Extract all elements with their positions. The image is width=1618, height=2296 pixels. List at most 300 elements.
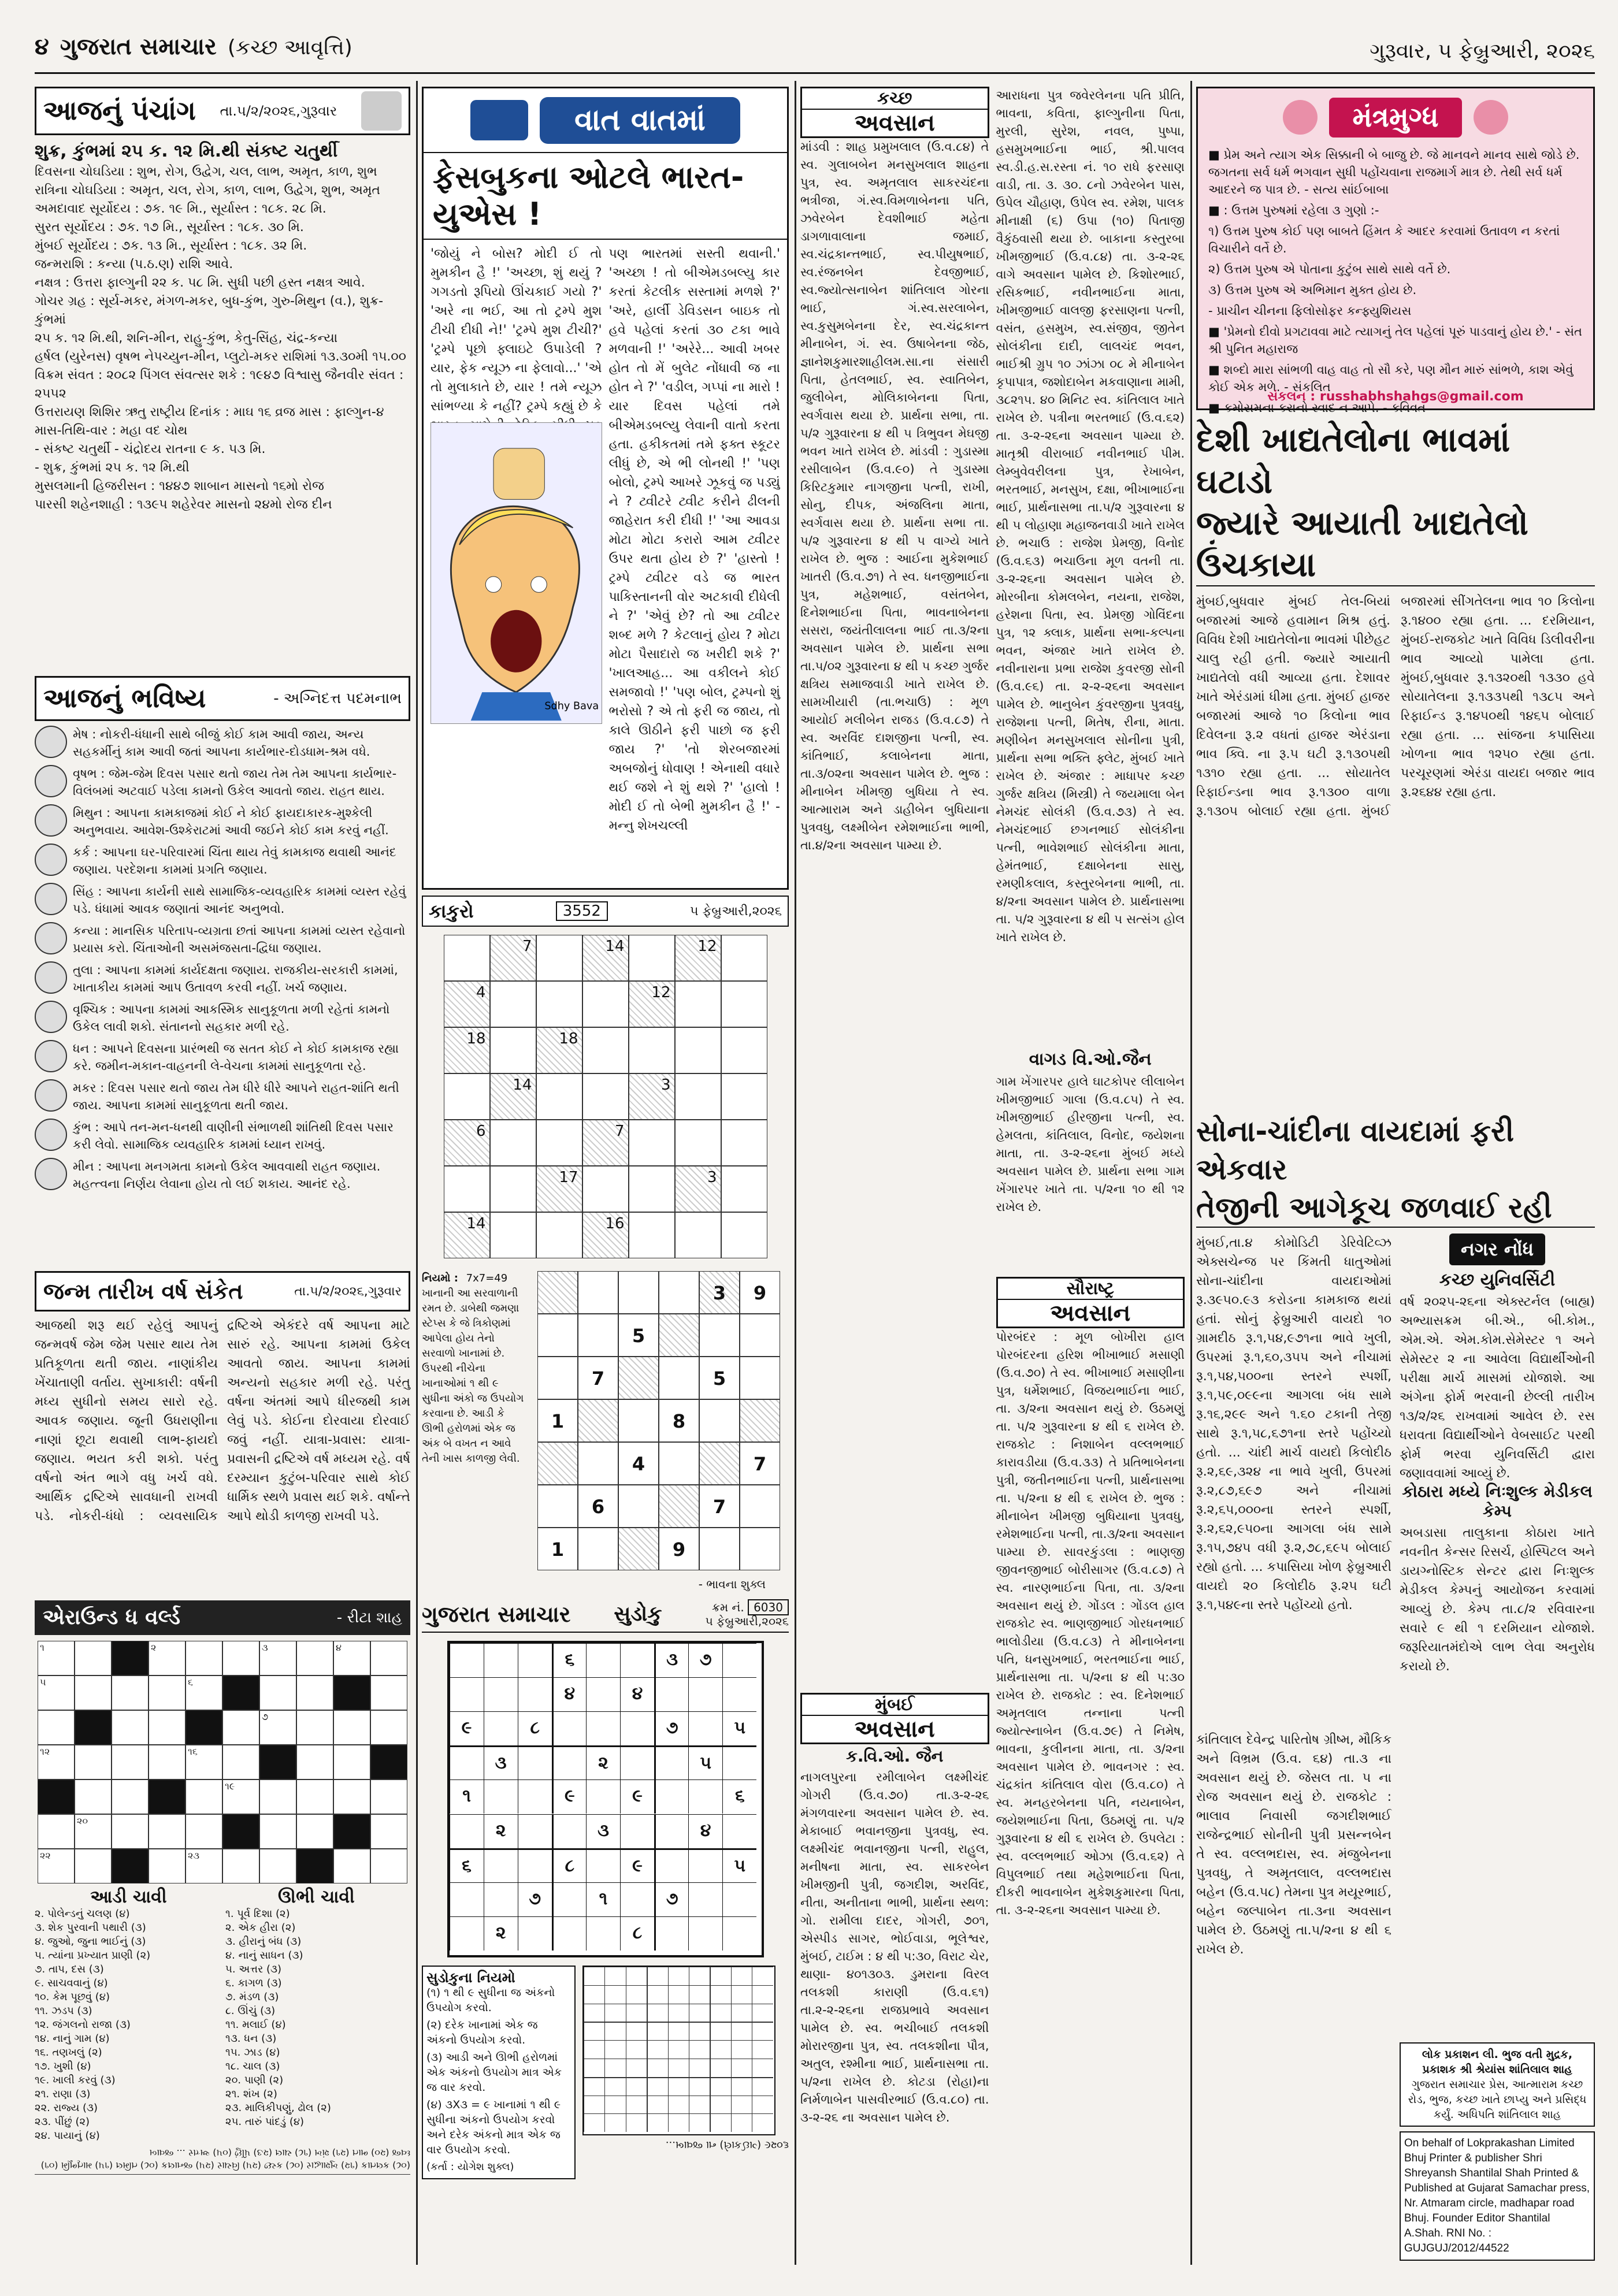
horoscope-item (35, 883, 410, 917)
panchang-line: પારસી શહેનશાહી : ૧૩૯૫ શહેરેવર માસનો ૨૪મો રોજ દીન (35, 497, 332, 512)
sudoku-digit: ૫ (734, 1718, 746, 1738)
horoscope-text: મકર : દિવસ પસાર થતો જાય તેમ ધીરે ધીરે આપને રાહત-શાંતિ થતી જાય. આપના કામમાં સાનુકૂળતા થતી જાય. (73, 1081, 399, 1112)
mantra-line: ■ પ્રેમ અને ત્યાગ એક સિક્કાની બે બાજુ છે. જે માનવને માનવ સાથે જોડે છે. જગતના સર્વ ધર્મ ભગવાન સુધી પહોંચવાના રાજમાર્ગ માત્ર છે. તેથી સર્વ ધર્મ આદરને જ પાત્ર છે. - સત્ય સાંઈબાબા (1208, 148, 1580, 196)
kakuro-cell (536, 935, 582, 981)
sudoku-cell (586, 1916, 620, 1951)
panchang-line: - સંકષ્ટ ચતુર્થી - ચંદ્રોદય રાતના ૯ ક. ૫૩ મિ. (35, 442, 266, 456)
horoscope-text: કુંભ : આપે તન-મન-ધનથી વાણીની સંભાળથી શાંતિથી દિવસ પસાર કરી લેવો. સામાજિક વ્યવહારિક કામમાં ધ્યાન રાખવું. (73, 1120, 394, 1151)
kakuro-clue-number: 14 (466, 1215, 486, 1232)
saurashtra-head (996, 1277, 1185, 1328)
answer-cell (584, 2096, 604, 2114)
answer-cell (689, 2022, 710, 2040)
kakuro-cell (536, 1212, 582, 1258)
kakuro-clue-number: 16 (605, 1215, 625, 1232)
zodiac-11-icon (35, 1119, 67, 1151)
edition-label: (કચ્છ આવૃત્તિ) (227, 36, 352, 60)
kakuro-rules-title: નિયમો : (422, 1272, 458, 1284)
vaat-banner-row (424, 88, 787, 152)
sudoku-cell (484, 1814, 518, 1848)
kakuro-cell (578, 1357, 618, 1399)
cartoon-signature: Sdhy Bava (544, 700, 599, 712)
mantra-line: - પ્રાચીન ચીનના ફિલોસોફર કન્ફ્યુશિયસ (1208, 304, 1412, 318)
crossword-cell (370, 1641, 407, 1675)
crossword-cell (149, 1814, 185, 1849)
across-clue: ૨૩. પીંછું (૨) (35, 2116, 90, 2128)
crossword-cell (149, 1745, 185, 1779)
gold-headline-2: તેજીની આગેકૂચ જળવાઈ રહી (1196, 1188, 1595, 1228)
birthday-title: જન્મ તારીખ વર્ષ સંકેત (43, 1278, 243, 1304)
sudoku-cell (586, 1745, 620, 1779)
kakuro-cell (618, 1357, 659, 1399)
crossword-cell (296, 1745, 333, 1779)
panchang-body (35, 135, 410, 514)
answer-cell (668, 1967, 689, 1985)
crossword-cell (185, 1641, 222, 1675)
panchang-line: હર્ષલ (યુરેનસ) વૃષભ નેપચ્યુન-મીન, પ્લુટો-મકર રાશિમાં ૧૩.૩૦મી ૧૫.૦૦ (35, 350, 406, 364)
kakuro-cell (537, 1271, 578, 1314)
answer-cell (584, 2040, 604, 2059)
kakuro-clue-cell (582, 935, 629, 981)
birthday-date: તા.૫/૨/૨૦૨૬,ગુરૂવાર (294, 1284, 402, 1299)
sudoku-grid (447, 1641, 764, 1957)
answer-cell (668, 2040, 689, 2059)
answer-cell (668, 2022, 689, 2040)
mantra-credit: સંકલન : russhabhshahgs@gmail.com (1267, 389, 1524, 404)
crossword-cell (75, 1675, 112, 1710)
kakuro-clue-cell (582, 1120, 629, 1166)
sudoku-cell (518, 1916, 552, 1951)
across-clue: ૧૧. ઝડપ (૩) (35, 2005, 92, 2017)
down-clue: ૧૫. ઝાડ (૪) (225, 2046, 280, 2059)
horoscope-text: કર્ક : આપના ઘર-પરિવારમાં ચિંતા થાય તેવું કામકાજ થવાથી આનંદ જણાય. પરદેશના કામમાં પ્રગતિ જણાય. (73, 845, 396, 876)
sudoku-cell (722, 1711, 756, 1745)
kakuro-clue-number: 14 (513, 1076, 532, 1094)
kakuro-cell (740, 1442, 780, 1485)
crossword-cell-number: ૭ (262, 1711, 269, 1722)
vagad-text: ગામ ખેંગારપર હાલે ઘાટકોપર લીલાબેન ખીમજીભાઈ ગાલા (ઉ.વ.૮૫) તે સ્વ. ખીમજીભાઈ હીરજીના પત્ની, સ્વ. હેમલતા, કાંતિલાલ, વિનોદ, જયેશના માતા, તા. ૩-૨-૨૬ના મુંબઈ મધ્યે અવસાન પામેલ છે. પ્રાર્થના સભા ગામ ખેંગારપર ખાતે તા. ૫/૨ના ૧૦ થી ૧૨ રાખેલ છે. (996, 1075, 1185, 1214)
crossword-cell (185, 1814, 222, 1849)
zodiac-1-icon (35, 726, 67, 758)
kakuro-title: કાકુરો (429, 900, 474, 922)
crossword-block (296, 1849, 333, 1883)
answer-cell (668, 1985, 689, 2004)
kakuro-cell (490, 1027, 536, 1073)
oil-text: મુંબઈ,બુધવાર મુંબઈ તેલ-બિયાં બજારમાં આજે હવામાન મિશ્ર હતું. વિવિધ દેશી ખાદ્યતેલોના ભાવમાં પીછેહટ ચાલુ રહી હતી. જ્યારે આયાતી ખાદ્યતેલો વધી આવ્યા હતા. દેશાવર ખાતે એરંડામાં ધીમા હતા. મુંબઈ હાજર બજારમાં આજે ૧૦ કિલોના ભાવ દિવેલના રૂ.૨ વધતાં હાજર એરંડાના ભાવ ક્વિ. ના રૂ.૫ ઘટી રૂ.૧૩૦૫થી ૧૩૧૦ રહ્યા હતા. ... સોયાતેલ રિફાઈન્ડના ભાવ રૂ.૧૩૦૦ વાળા રૂ.૧૩૦૫ બોલાઈ રહ્યા હતા. મુંબઈ બજારમાં સીંગતેલના ભાવ ૧૦ કિલોના રૂ.૧૪૦૦ રહ્યા હતા. ... દરમિયાન, મુંબઈ-રાજકોટ ખાતે વિવિધ ડિલીવરીના ભાવ આવ્યો પામેલા હતા. મુંબઈ,બુધવાર રૂ.૧૩૨૦થી ૧૩૩૦ હવે સોયાતેલના રૂ.૧૩૩૫થી ૧૩૮૫ અને રિફાઈન્ડ રૂ.૧૪૫૦થી ૧૪૬૫ બોલાઈ રહ્યા હતા. ... સાંજના કપાસિયા ખોળના ભાવ ૧૨૫૦ રહ્યા હતા. પરચૂરણમાં એરંડા વાયદા બજાર ભાવ રૂ.૨૬૪૪ રહ્યા હતા. (1196, 595, 1595, 819)
down-clue: ૨૧. શંખ (૨) (225, 2088, 277, 2100)
across-clue: ૩. શેક પુરવાની પથારી (૩) (35, 1922, 146, 1934)
answer-cell (752, 2096, 773, 2114)
kakuro-cell (537, 1399, 578, 1442)
panchang-line: રાત્રિના ચોઘડિયા : અમૃત, ચલ, રોગ, કાળ, લાભ, ઉદ્વેગ, શુભ, અમૃત (35, 183, 380, 198)
down-heading: ઊભી ચાવી (278, 1887, 355, 1907)
crossword-cell (149, 1675, 185, 1710)
kakuro-cell (537, 1357, 578, 1399)
sudoku-rule: (૧) ૧ થી ૯ સુધીના જ અંકનો ઉપયોગ કરવો. (426, 1986, 555, 2014)
horoscope-item (35, 844, 410, 878)
crossword-cell (149, 1710, 185, 1745)
horoscope-text: વૃષભ : જેમ-જેમ દિવસ પસાર થતો જાય તેમ તેમ આપના કાર્યભાર-વિલંબમાં અટવાઈ પડેલા કામનો ઉકેલ આવતો જાય. રાહત થાય. (73, 767, 397, 798)
sudoku-header (422, 1600, 789, 1633)
kakuro-cell (582, 1166, 629, 1212)
sudoku-digit: ૭ (666, 1718, 678, 1738)
sudoku-cell (620, 1916, 654, 1951)
crossword-cell (112, 1745, 149, 1779)
saurashtra-obits (996, 1277, 1185, 2259)
mantra-line: ૨) ઉત્તમ પુરુષ એ પોતાના કુટુંબ સાથે સાથે વર્તે છે. (1208, 262, 1451, 276)
kakuro-cell (629, 935, 675, 981)
down-clues (225, 1907, 410, 2143)
sudoku-rule: (૪) ૩X૩ = ૯ ખાનામાં ૧ થી ૯ સુધીના અંકનો ઉપયોગ કરવો અને દરેક અંકનો માત્ર એક જ વાર ઉપયોગ કરવો. (426, 2098, 561, 2156)
panchang-line: મુસલમાની હિજરીસન : ૧૪૪૭ શાબાન માસનો ૧૬મો રોજ (35, 479, 324, 493)
sudoku-cell (620, 1779, 654, 1814)
panchang-line: નક્ષત્ર : ઉત્તરા ફાલ્ગુની ૨૨ ક. ૫૮ મિ. સુધી પછી હસ્ત નક્ષત્ર આવે. (35, 276, 365, 290)
kakuro-clue-cell (444, 1212, 490, 1258)
answer-cell (584, 1967, 604, 1985)
crossword-title: એરાઉન્ડ ધ વર્લ્ડ (43, 1606, 181, 1629)
sudoku-digit: ૮ (530, 1718, 540, 1738)
mumbai-obits (800, 1277, 989, 2259)
crossword-block (259, 1745, 296, 1779)
kakuro-given: 3 (712, 1282, 726, 1304)
sudoku-cell (552, 1916, 586, 1951)
sudoku-cell (518, 1779, 552, 1814)
across-clue: ૧૬. તણખલું (૨) (35, 2046, 102, 2059)
kakuro-number: 3552 (556, 901, 608, 921)
crossword-cell-number: ૩ (262, 1642, 268, 1653)
sudoku-cell (450, 1643, 484, 1677)
sudoku-cell (688, 1643, 722, 1677)
crossword-cell (296, 1710, 333, 1745)
sudoku-digit: ૯ (632, 1855, 643, 1876)
kakuro-clue-number: 12 (651, 984, 671, 1001)
kakuro-cell (699, 1314, 740, 1357)
crossword-cell (370, 1710, 407, 1745)
horoscope-item (35, 922, 410, 957)
sudoku-cell (484, 1779, 518, 1814)
crossword-cell (112, 1814, 149, 1849)
zodiac-8-icon (35, 1001, 67, 1033)
sudoku-cell (688, 1814, 722, 1848)
vagad-title: વાગડ વિ.ઓ.જૈન (1029, 1049, 1152, 1069)
across-clue: ૯. સાચવવાનું (૪) (35, 1977, 108, 1989)
sudoku-number: 6030 (748, 1599, 789, 1615)
panchang-line: ૨૫ ક. ૧૨ મિ.થી, શનિ-મીન, રાહુ-કુંભ, કેતુ-સિંહ, ચંદ્ર-કન્યા (35, 331, 338, 345)
horoscope-item (35, 765, 410, 800)
sudoku-cell (654, 1916, 688, 1951)
down-clue: ૧૩. ધન (૩) (225, 2033, 277, 2045)
kakuro-given: 1 (551, 1539, 565, 1561)
sudoku-digit: ૭ (699, 1649, 712, 1670)
oil-headline-2: જ્યારે આયાતી ખાદ્યતેલો ઉંચકાયા (1196, 502, 1595, 586)
kakuro-cell (675, 1120, 721, 1166)
kakuro-cell (537, 1528, 578, 1570)
kakuro-cell (740, 1314, 780, 1357)
down-clue: ૮. ઊંચું (૩) (225, 2005, 276, 2017)
answer-cell (647, 2096, 667, 2114)
answer-cell (604, 1967, 625, 1985)
nagar-h2: કોઠારા મધ્યે નિઃશુલ્ક મેડીકલ કેમ્પ (1402, 1482, 1593, 1521)
sudoku-answer-note: ૬૦૨૯ (ગઈકાલે) ના જવાબ... (665, 2139, 789, 2151)
sudoku-cell (688, 1882, 722, 1916)
mantra-line: ■ 'પ્રેમનો દીવો પ્રગટાવવા માટે ત્યાગનું તેલ પહેલાં પૂરું પાડવાનું હોય છે.' - સંત શ્રી પુનિત મહારાજ (1208, 325, 1582, 356)
sudoku-cell (654, 1882, 688, 1916)
nagar-cols (1196, 1730, 1595, 2261)
across-clue: ૧૭. ખુશી (૪) (35, 2060, 91, 2072)
crossword-cell-number: ૪ (336, 1642, 342, 1653)
horoscope-item (35, 1119, 410, 1153)
crossword-cell (75, 1779, 112, 1814)
kakuro-cell (490, 1120, 536, 1166)
crossword-cell (75, 1814, 112, 1849)
kakuro-cell (444, 1073, 490, 1120)
panchang-line: મુંબઈ સૂર્યોદય : ૭ક. ૧૩ મિ., સૂર્યાસ્ત : ૧૮ક. ૩૨ મિ. (35, 239, 307, 253)
crossword-cell-number: ૫ (40, 1677, 46, 1688)
crossword-cell-number: ૧૬ (188, 1746, 198, 1757)
saurashtra-tag: સૌરાષ્ટ્ર (998, 1279, 1183, 1300)
trump-cartoon (431, 422, 602, 724)
answer-cell (689, 1985, 710, 2004)
down-clue: ૧૮. ચાલ (૩) (225, 2060, 280, 2072)
kakuro-clue-cell (629, 981, 675, 1027)
kakuro-given: 9 (672, 1539, 686, 1561)
sudoku-cell (450, 1711, 484, 1745)
answer-cell (689, 2004, 710, 2022)
answer-cell (710, 2059, 730, 2077)
sudoku-cell (552, 1882, 586, 1916)
kakuro-cell (740, 1399, 780, 1442)
kakuro-cell (618, 1485, 659, 1528)
sudoku-cell (688, 1745, 722, 1779)
crossword-block (185, 1710, 222, 1745)
panchang-line: ગોચર ગ્રહ : સૂર્ય-મકર, મંગળ-મકર, બુધ-કુંભ, ગુરુ-મિથુન (વ.), શુક્ર-કુંભમાં (35, 294, 384, 327)
down-clue: ૨૦. પાણી (૨) (225, 2074, 284, 2086)
crossword-block (222, 1675, 259, 1710)
answer-cell (752, 2022, 773, 2040)
sudoku-cell (688, 1779, 722, 1814)
horoscope-text: મેષ : નોકરી-ધંધાની સાથે બીજું કોઈ કામ આવી જાય, અન્ય સહકર્મીનું કામ આવી જતાં આપના કાર્યભાર-દોડધામ-શ્રમ વધે. (73, 727, 370, 759)
nagar-title: નગર નોંધ (1449, 1234, 1545, 1265)
crossword-cell (38, 1641, 75, 1675)
kakuro-given: 8 (672, 1410, 686, 1432)
answer-cell (710, 1985, 730, 2004)
horoscope-item (35, 1079, 410, 1114)
across-clue: ૭. તાપ, દસ (૩) (35, 1963, 104, 1975)
kakuro-cell (721, 1027, 767, 1073)
kakuro-clue-number: 3 (707, 1169, 717, 1186)
imprint-english: On behalf of Lokprakashan Limited Bhuj Printer & publisher Shri Shreyansh Shantilal Shah Printed & Published at Gujarat Samachar press, Nr. Atmaram circle, madhapar road Bhuj. Founder Editor Shantilal A.Shah. RNI No. : GUJGUJ/2012/44522 (1400, 2131, 1595, 2261)
answer-cell (731, 2022, 752, 2040)
sudoku-cell (484, 1643, 518, 1677)
down-clue: ૩. હીરાનું બંધ (૩) (225, 1935, 302, 1948)
cartoon-illustration (431, 423, 602, 723)
answer-cell (584, 2059, 604, 2077)
kakuro-cell (536, 1073, 582, 1120)
horoscope-text: ધન : આપને દિવસના પ્રારંભથી જ સતત કોઈ ને કોઈ કામકાજ રહ્યા કરે. જમીન-મકાન-વાહનની લે-વેચના કામમાં સાનુકૂળતા રહે. (73, 1042, 399, 1073)
answer-cell (752, 2113, 773, 2132)
answer-cell (731, 2040, 752, 2059)
sudoku-digit: ૨ (495, 1820, 506, 1841)
sudoku-digit: ૬ (734, 1786, 745, 1807)
horoscope-item (35, 726, 410, 760)
vaat-body (424, 240, 787, 902)
horoscope-text: વૃશ્ચિક : આપના કામમાં આકસ્મિક સાનુકૂળતા મળી રહેતાં કામનો ઉકેલ લાવી શકો. સંતાનનો સહકાર મળી રહે. (73, 1002, 390, 1034)
horoscope-item (35, 1040, 410, 1075)
horoscope-item (35, 1001, 410, 1035)
kakuro-cell (675, 981, 721, 1027)
kakuro-clue-cell (490, 935, 536, 981)
crossword-cell-number: ૬ (188, 1677, 193, 1688)
kutch-title: અવસાન (854, 110, 935, 136)
answer-cell (710, 2113, 730, 2132)
kakuro-cell (675, 1027, 721, 1073)
kakuro-clue-cell (582, 1212, 629, 1258)
answer-cell (668, 2059, 689, 2077)
panchang-line: શુક્ર, કુંભમાં ૨૫ ક. ૧૨ મિ.થી સંકષ્ટ ચતુર્થી (35, 141, 338, 161)
vaat-banner: વાત વાતમાં (540, 97, 740, 144)
down-clue: ૨૩. માલિકીપણું, ઢોલ (૨) (225, 2102, 331, 2114)
sudoku-date: ૫ ફેબ્રુઆરી,૨૦૨૬ (705, 1614, 789, 1628)
page-number: ૪ (35, 34, 49, 60)
mumbai-text: નાગલપુરના રમીલાબેન લક્ષ્મીચંદ ગોગરી (ઉ.વ.૭૦) તા.૩-૨-૨૬ મંગળવારના અવસાન પામેલ છે. સ્વ. મેકાબાઈ ભવાનજીના પુત્રવધુ, સ્વ. લક્ષ્મીચંદ ભવાનજીના પત્ની, રાહુલ, મનીષના માતા, સ્વ. સાકરબેન ખીમજીની પુત્રી, જગદીશ, અરવિંદ, નીતા, અનીતાના ભાભી, પ્રાર્થના સ્થળ: ગો. રામીલા દાદર, ગોગરી, ૭૦૧, એસ્પીડ સાગર, ભોઈવાડા, ભૂલેશ્વર, મુંબઈ, ટાઈમ : ૪ થી ૫:૩૦, વિરાટ ચેર, થાણા- ૪૦૧૩૦૩. ડુમરાના વિરલ તલકશી કારાણી (ઉ.વ.૬૧) તા.૨-૨-૨૬ના રાજપ્રભાવે અવસાન પામેલ છે. સ્વ. ભચીબાઈ તલકશી મોરારજીના પુત્ર, સ્વ. તલકશીના પૌત્ર, અતુલ, રશ્મીના ભાઈ, પ્રાર્થનાસભા તા. ૫/૨ના રાખેલ છે. કોટડા (રોહા)ના નિર્મળાબેન પાસવીરભાઈ (ઉ.વ.૮૦) તા. ૩-૨-૨૬ ના અવસાન પામેલ છે. (800, 1770, 989, 2124)
sudoku-cell (552, 1814, 586, 1848)
kakuro-cell (659, 1528, 699, 1570)
kakuro-cell (740, 1357, 780, 1399)
horoscope-text: મીન : આપના મનગમતા કામનો ઉકેલ આવવાથી રાહત જણાય. મહત્ત્વના નિર્ણય લેવાના હોય તો લઈ શકાય. આનંદ રહે. (73, 1160, 381, 1191)
answer-cell (584, 1985, 604, 2004)
panchang-line: વિક્રમ સંવત : ૨૦૮૨ પિંગલ સંવત્સર શકે : ૧૯૪૭ વિશ્વાસુ જૈનવીર સંવત : ૨૫૫૨ (35, 368, 404, 401)
kakuro-cell (537, 1314, 578, 1357)
panchang-line: ઉત્તરાયણ શિશિર ઋતુ રાષ્ટ્રીય દિનાંક : માઘ ૧૬ વ્રજ માસ : ફાલ્ગુન-૪ (35, 405, 384, 419)
crossword-cell (333, 1849, 370, 1883)
kakuro-given: 5 (712, 1368, 726, 1390)
answer-cell (731, 1967, 752, 1985)
sudoku-digit: ૮ (632, 1922, 643, 1943)
kakuro-cell (699, 1528, 740, 1570)
sudoku-cell (620, 1814, 654, 1848)
sudoku-cell (654, 1814, 688, 1848)
kakuro-given: 4 (632, 1453, 645, 1475)
gold-article (1196, 1112, 1595, 1725)
crossword-cell (185, 1745, 222, 1779)
crossword-cell (222, 1641, 259, 1675)
kakuro-clue-cell (490, 1073, 536, 1120)
answer-cell (647, 2022, 667, 2040)
mantra-line: ■ કમોસમના કરાનો સ્વાદ ન આપે. - કવિવત (1208, 401, 1426, 415)
kakuro-cell (490, 1166, 536, 1212)
imprint-gu-2: ગુજરાત સમાચાર પ્રેસ, આત્મારામ કચ્છ રોડ, ભુજ, કચ્છ ખાતે છાપ્યુ અને પ્રસિદ્ધ કર્યું. અધિપતિ શાંતિલાલ શાહ (1408, 2078, 1587, 2121)
sudoku-footer (422, 1966, 789, 2179)
kakuro-cell (618, 1528, 659, 1570)
sudoku-digit: ૮ (565, 1855, 575, 1876)
kakuro-cell (721, 1166, 767, 1212)
kakuro-cell (740, 1528, 780, 1570)
crossword-cell-number: ૧૯ (225, 1781, 235, 1792)
sudoku-cell (722, 1882, 756, 1916)
sudoku-cell (654, 1711, 688, 1745)
kakuro-clue-number: 4 (476, 984, 486, 1001)
sudoku-cell (620, 1711, 654, 1745)
kakuro-clue-cell (444, 1120, 490, 1166)
across-clue: ૧૨. જંગલનો રાજા (૩) (35, 2019, 131, 2031)
sudoku-cell (518, 1745, 552, 1779)
sudoku-cell (450, 1916, 484, 1951)
kakuro-given: 7 (753, 1453, 767, 1475)
across-clue: ૨. પોલેન્ડનું ચલણ (૪) (35, 1908, 130, 1920)
answer-cell (626, 2077, 647, 2096)
imprint-area (1400, 1730, 1595, 2261)
answer-cell (626, 2004, 647, 2022)
crossword-cell (259, 1675, 296, 1710)
sudoku-cell (450, 1745, 484, 1779)
answer-cell (668, 2096, 689, 2114)
sudoku-cell (654, 1643, 688, 1677)
sudoku-cell (688, 1711, 722, 1745)
sudoku-cell (620, 1677, 654, 1711)
kutch-continued (800, 1277, 989, 1693)
crossword-cell (370, 1849, 407, 1883)
kakuro-cell (629, 1212, 675, 1258)
nagar-header-row (1400, 1234, 1595, 1265)
answer-cell (731, 2096, 752, 2114)
crossword-cell (333, 1710, 370, 1745)
crossword-header (35, 1600, 410, 1635)
saurashtra-text: પોરબંદર : મૂળ બોખીરા હાલ પોરબંદરના હરિશ ભીખાભાઈ મસાણી (ઉ.વ.૭૦) તે સ્વ. ભીખાભાઈ મસાણીના પુત્ર, ધર્મેશભાઈ, વિજયભાઈના ભાઈ, તા. ૩/૨ના અવસાન થયું છે. ઉઠમણું તા. ૫/૨ ગુરૂવારના ૪ થી ૬ રાખેલ છે. રાજકોટ : નિશાબેન વલ્લભભાઈ કારાવડીયા (ઉ.વ.૩૩) તે પ્રતિભાબેનના પુત્રી, જતીનભાઈના પત્ની, પ્રાર્થનાસભા તા. ૫/૨ના ૪ થી ૬ રાખેલ છે. ભુજ : મીનાબેન ખીમજી બુધિયાના પુત્રવધુ, રમેશભાઈના પત્ની, તા.૩/૨ના અવસાન પામ્યા છે. સાવરકુંડલા : ભાણજી જીવનજીભાઈ બોરીસાગર (ઉ.વ.૮૭) તે સ્વ. નારણભાઈના પિતા, તા. ૩/૨ના અવસાન થયું છે. ગોંડલ : ગોંડલ હાલ રાજકોટ સ્વ. ભાણજીભાઈ ગોરધનભાઈ ભાલોડીયા (ઉ.વ.૮૩) તે મીનાબેનના પતિ, ધનસુખભાઈ, ભરતભાઈના ભાઈ, પ્રાર્થનાસભા તા. ૫/૨ના ૪ થી ૫:૩૦ રાખેલ છે. રાજકોટ : સ્વ. દિનેશભાઈ અમૃતલાલ તન્નાના પત્ની જ્યોત્સ્નાબેન (ઉ.વ.૭૯) તે નિમેષ, ભાવના, કુલીનના માતા, તા. ૩/૨ના અવસાન પામેલ છે. ભાવનગર : સ્વ. ચંદ્રકાંત કાંતિલાલ વોરા (ઉ.વ.૮૦) તે સ્વ. મનહરબેનના પતિ, નયનાબેન, જયેશભાઈના પિતા, ઉઠમણું તા. ૫/૨ ગુરૂવારના ૪ થી ૬ રાખેલ છે. ઉપલેટા : સ્વ. વલ્લભભાઈ ઓઝા (ઉ.વ.૬૨) તે વિપુલભાઈ તથા મહેશભાઈના પિતા, દીકરી ભાવનાબેન મુકેશકુમારના પિતા, તા. ૩-૨-૨૬ના અવસાન પામ્યા છે. (996, 1330, 1185, 1917)
kakuro-clue-cell (629, 1073, 675, 1120)
mumbai-subtitle: ક.વિ.ઓ. જૈન (846, 1747, 944, 1766)
zodiac-2-icon (35, 765, 67, 797)
down-clue: ૧. પૂર્વ દિશા (૨) (225, 1908, 290, 1920)
crossword-cell-number: ૨૦ (77, 1815, 88, 1826)
kakuro-cell (659, 1357, 699, 1399)
mantra-body (1198, 146, 1593, 417)
crossword-cell-number: ૨૩ (188, 1850, 200, 1861)
kakuro-cell (578, 1528, 618, 1570)
kakuro-cell (675, 1212, 721, 1258)
vaat-headline: ફેસબુકના ઓટલે ભારત-યુએસ ! (424, 152, 787, 240)
kakuro-rules-text: ખાનાની આ સરવાળાની રમત છે. ડાબેથી જમણા સ્ટેપ્સ કે જે ત્રિકોણમાં આપેલા હોય તેનો સરવાળો ખાનામાં છે. ઉપરથી નીચેના ખાનાઓમાં ૧ થી ૯ સુધીના અંકો જ ઉપયોગ કરવાના છે. આડી કે ઊભી હરોળમાં એક જ અંક બે વખત ન આવે તેની ખાસ કાળજી લેવી. (422, 1287, 524, 1465)
kakuro-clue-number: 17 (559, 1169, 578, 1186)
sudoku-cell (518, 1643, 552, 1677)
sudoku-author: (કર્તા : યોગેશ શુક્લ) (426, 2161, 514, 2173)
oil-headline-1: દેશી ખાદ્યતેલોના ભાવમાં ઘટાડો (1196, 420, 1511, 501)
answer-cell (604, 2077, 625, 2096)
answer-cell (647, 2004, 667, 2022)
birthday-section (35, 1271, 410, 1595)
kakuro-cell (490, 981, 536, 1027)
zodiac-6-icon (35, 922, 67, 954)
answer-cell (626, 1985, 647, 2004)
kakuro-cell (721, 1120, 767, 1166)
oil-article (1196, 419, 1595, 1106)
sudoku-cell (484, 1848, 518, 1882)
answer-cell (584, 2022, 604, 2040)
mantra-line: ૧) ઉત્તમ પુરુષ કોઈ પણ બાબતે હિંમત કે આદર કરવામાં ઉતાવળ ન કરતાં વિચારીને વર્તે છે. (1208, 224, 1560, 255)
kakuro-header (422, 896, 789, 927)
answer-cell (604, 2113, 625, 2132)
sudoku-digit: ૪ (700, 1820, 711, 1841)
kakuro-cell (721, 1212, 767, 1258)
gold-body (1196, 1234, 1595, 1753)
answer-cell (584, 2113, 604, 2132)
birthday-header (35, 1271, 410, 1312)
crossword-cell (370, 1814, 407, 1849)
nagar-t1: વર્ષ ૨૦૨૫-૨૬ના એક્સ્ટર્નલ (બાહ્ય) અભ્યાસક્રમ બી.એ., બી.કોમ., એમ.એ. એમ.કોમ.સેમેસ્ટર ૧ અને સેમેસ્ટર ૨ ના આવેલા વિદ્યાર્થીઓની પરીક્ષા માર્ચ માસમાં યોજાશે. આ અંગેના ફોર્મ ભરવાની છેલ્લી તારીખ ૧૩/૨/૨૬ રાખવામાં આવેલ છે. રસ ધરાવતા વિદ્યાર્થીઓને વેબસાઈટ પરથી ફોર્મ ભરવા યુનિવર્સિટી દ્વારા જણાવવામાં આવ્યું છે. (1400, 1295, 1595, 1481)
vaat-section (422, 87, 789, 890)
crossword-cell-number: ૨ (151, 1642, 157, 1653)
sudoku-cell (552, 1779, 586, 1814)
crossword-block (333, 1814, 370, 1849)
ganesh-icon (361, 91, 402, 131)
